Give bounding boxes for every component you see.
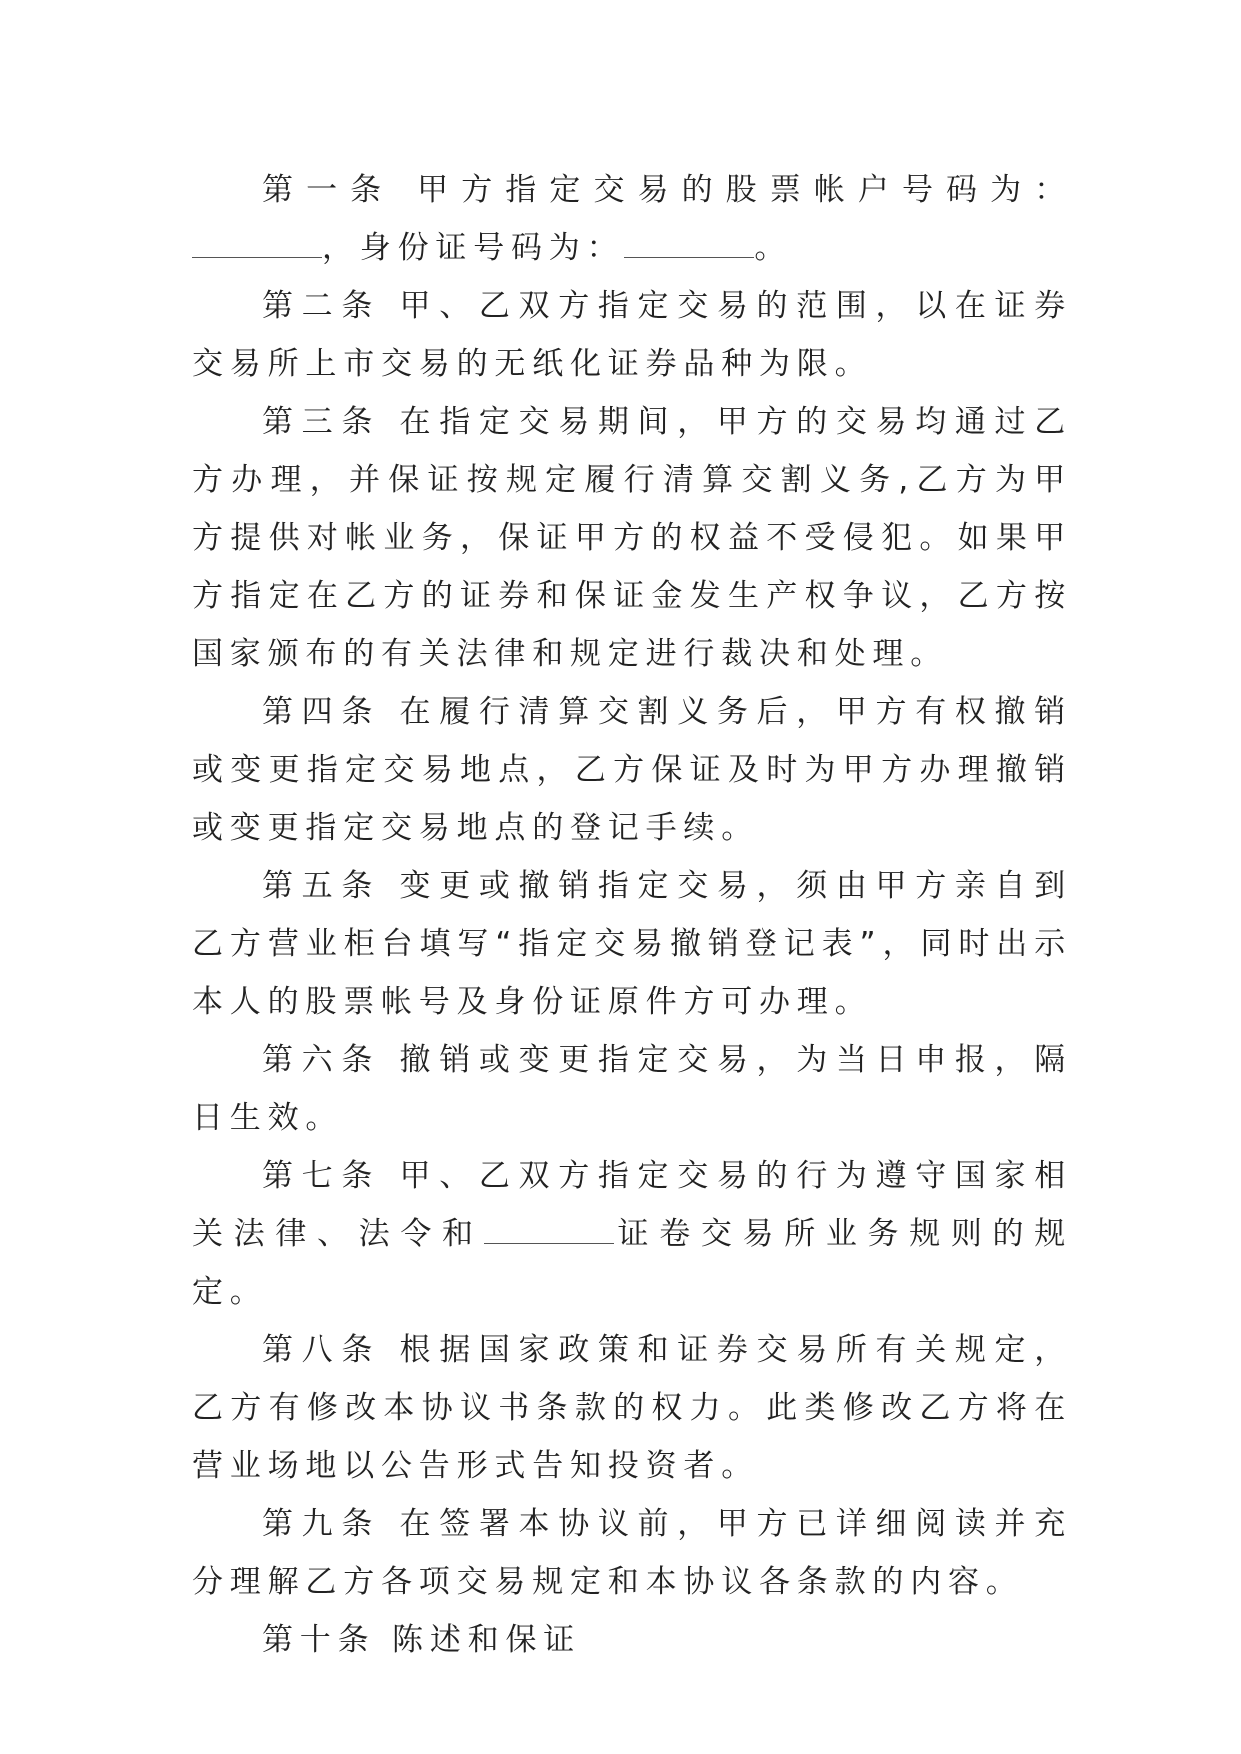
article-1-text-mid: ，身份证号码为： [322, 230, 625, 266]
article-1-text-after: 。 [754, 230, 793, 266]
document-body [192, 161, 1072, 1669]
article-7 [192, 1147, 1072, 1321]
id-number-blank [624, 233, 754, 258]
article-1 [192, 161, 1072, 277]
exchange-name-blank [484, 1219, 614, 1244]
article-3: 第三条 在指定交易期间，甲方的交易均通过乙方办理，并保证按规定履行清算交割义务,乙方为甲方提供对帐业务，保证甲方的权益不受侵犯。如果甲方指定在乙方的证券和保证金发生产权争议，乙方按国家颁布的有关法律和规定进行裁决和处理。 [192, 404, 1072, 672]
article-4: 第四条 在履行清算交割义务后，甲方有权撤销或变更指定交易地点，乙方保证及时为甲方办理撤销或变更指定交易地点的登记手续。 [192, 694, 1072, 846]
article-5: 第五条 变更或撤销指定交易，须由甲方亲自到乙方营业柜台填写“指定交易撤销登记表”，同时出示本人的股票帐号及身份证原件方可办理。 [192, 868, 1072, 1020]
article-9: 第九条 在签署本协议前，甲方已详细阅读并充分理解乙方各项交易规定和本协议各条款的内容。 [192, 1506, 1072, 1600]
article-6: 第六条 撤销或变更指定交易，为当日申报，隔日生效。 [192, 1042, 1072, 1136]
account-number-blank [192, 233, 322, 258]
article-7-text-before: 第七条 甲、乙双方指定交易的行为遵守国家相关法律、法令和 [192, 1158, 1072, 1252]
article-2: 第二条 甲、乙双方指定交易的范围，以在证券交易所上市交易的无纸化证券品种为限。 [192, 288, 1072, 382]
article-1-text-before: 第一条 甲方指定交易的股票帐户号码为： [262, 172, 1072, 208]
article-7-text-after: 证卷交易所业务规则的规定。 [192, 1216, 1072, 1310]
article-10: 第十条 陈述和保证 [262, 1622, 582, 1658]
article-8: 第八条 根据国家政策和证券交易所有关规定，乙方有修改本协议书条款的权力。此类修改乙方将在营业场地以公告形式告知投资者。 [192, 1332, 1072, 1484]
